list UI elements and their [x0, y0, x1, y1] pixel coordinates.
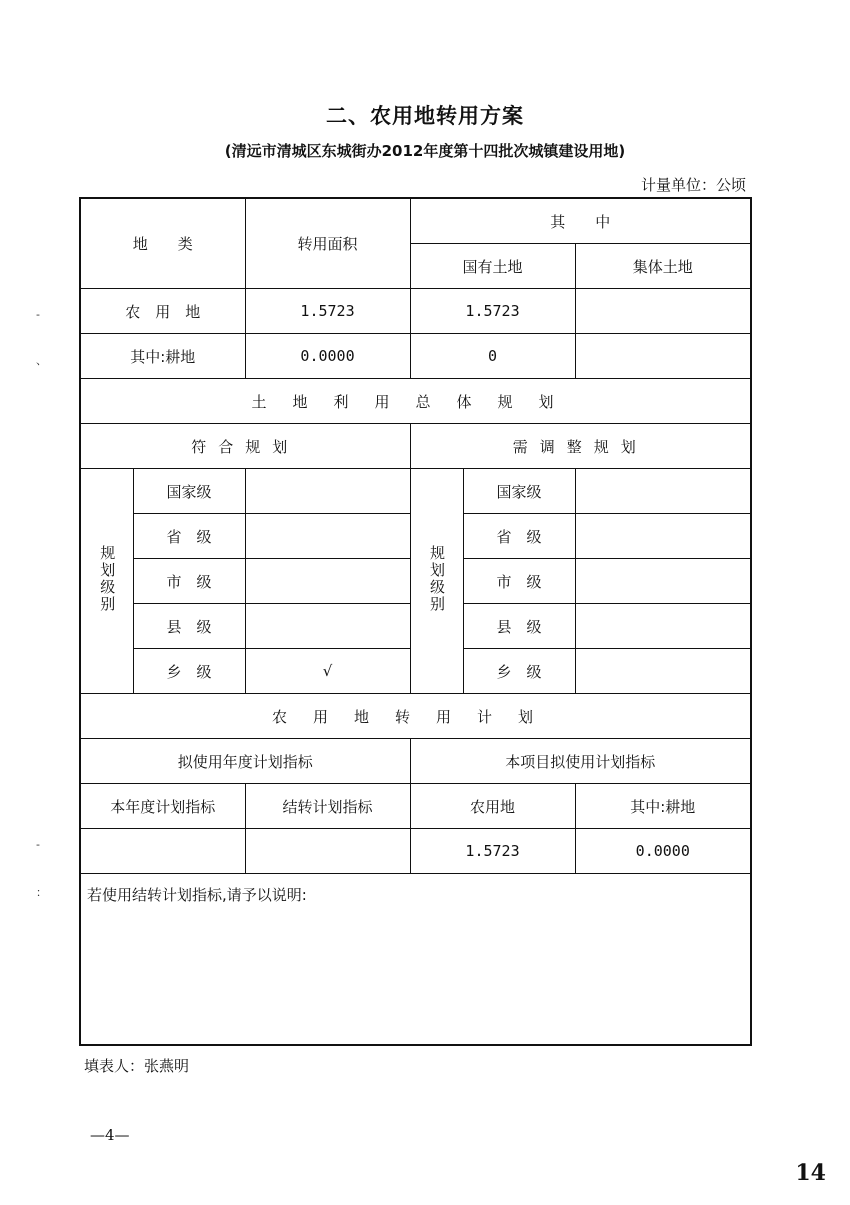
carry-over-index-header: 结转计划指标	[245, 784, 410, 829]
level-name: 县 级	[133, 604, 245, 649]
convert-area-value: 1.5723	[245, 289, 410, 334]
this-year-index-value	[80, 829, 245, 874]
adjust-mark	[575, 604, 751, 649]
collective-land-header: 集体土地	[575, 244, 751, 289]
conform-mark	[245, 604, 410, 649]
farmland-value: 1.5723	[410, 829, 575, 874]
plan-level-label	[410, 469, 463, 694]
collective-land-value	[575, 334, 751, 379]
conform-mark	[245, 559, 410, 604]
cultivated-header: 其中:耕地	[575, 784, 751, 829]
page-number: —4—	[90, 1126, 130, 1144]
conversion-plan-section-title: 农用地转用计划	[80, 694, 751, 739]
convert-area-header: 转用面积	[245, 198, 410, 289]
table-row	[80, 289, 751, 334]
carry-over-note: 若使用结转计划指标,请予以说明:	[80, 874, 751, 1046]
conversion-plan-table	[79, 197, 752, 1046]
margin-mark: -	[36, 308, 40, 321]
row-label: 其中:耕地	[80, 334, 245, 379]
land-type-header: 地 类	[80, 198, 245, 289]
stamp-number: 14	[795, 1160, 826, 1186]
this-year-index-header: 本年度计划指标	[80, 784, 245, 829]
level-name: 省 级	[133, 514, 245, 559]
level-name: 市 级	[463, 559, 575, 604]
level-name: 乡 级	[133, 649, 245, 694]
state-land-value: 1.5723	[410, 289, 575, 334]
conform-mark: √	[245, 649, 410, 694]
cultivated-value: 0.0000	[575, 829, 751, 874]
level-name: 乡 级	[463, 649, 575, 694]
farmland-header: 农用地	[410, 784, 575, 829]
conform-mark	[245, 514, 410, 559]
project-index-header: 本项目拟使用计划指标	[410, 739, 751, 784]
level-name: 国家级	[133, 469, 245, 514]
plan-level-label-text: 规划级别	[98, 545, 117, 613]
table-row	[80, 334, 751, 379]
plan-level-label-text: 规划级别	[428, 545, 447, 613]
measurement-unit: 计量单位：公顷	[640, 176, 746, 194]
level-name: 市 级	[133, 559, 245, 604]
document-title: 二、农用地转用方案	[326, 104, 524, 128]
plan-level-label	[80, 469, 133, 694]
convert-area-value: 0.0000	[245, 334, 410, 379]
level-name: 县 级	[463, 604, 575, 649]
margin-mark: ：	[36, 886, 47, 899]
level-name: 国家级	[463, 469, 575, 514]
margin-mark: 、	[36, 354, 47, 367]
conform-mark	[245, 469, 410, 514]
adjust-mark	[575, 469, 751, 514]
document-subtitle: (清远市清城区东城街办2012年度第十四批次城镇建设用地)	[224, 142, 626, 160]
adjust-mark	[575, 559, 751, 604]
level-name: 省 级	[463, 514, 575, 559]
state-land-value: 0	[410, 334, 575, 379]
adjust-mark	[575, 649, 751, 694]
adjust-plan-header: 需调整规划	[410, 424, 751, 469]
annual-index-header: 拟使用年度计划指标	[80, 739, 410, 784]
form-filler: 填表人：张燕明	[84, 1057, 190, 1075]
conform-plan-header: 符合规划	[80, 424, 410, 469]
row-label: 农 用 地	[80, 289, 245, 334]
among-header: 其 中	[410, 198, 751, 244]
margin-mark: -	[36, 838, 40, 851]
land-plan-section-title: 土地利用总体规划	[80, 379, 751, 424]
collective-land-value	[575, 289, 751, 334]
adjust-mark	[575, 514, 751, 559]
carry-over-index-value	[245, 829, 410, 874]
state-land-header: 国有土地	[410, 244, 575, 289]
